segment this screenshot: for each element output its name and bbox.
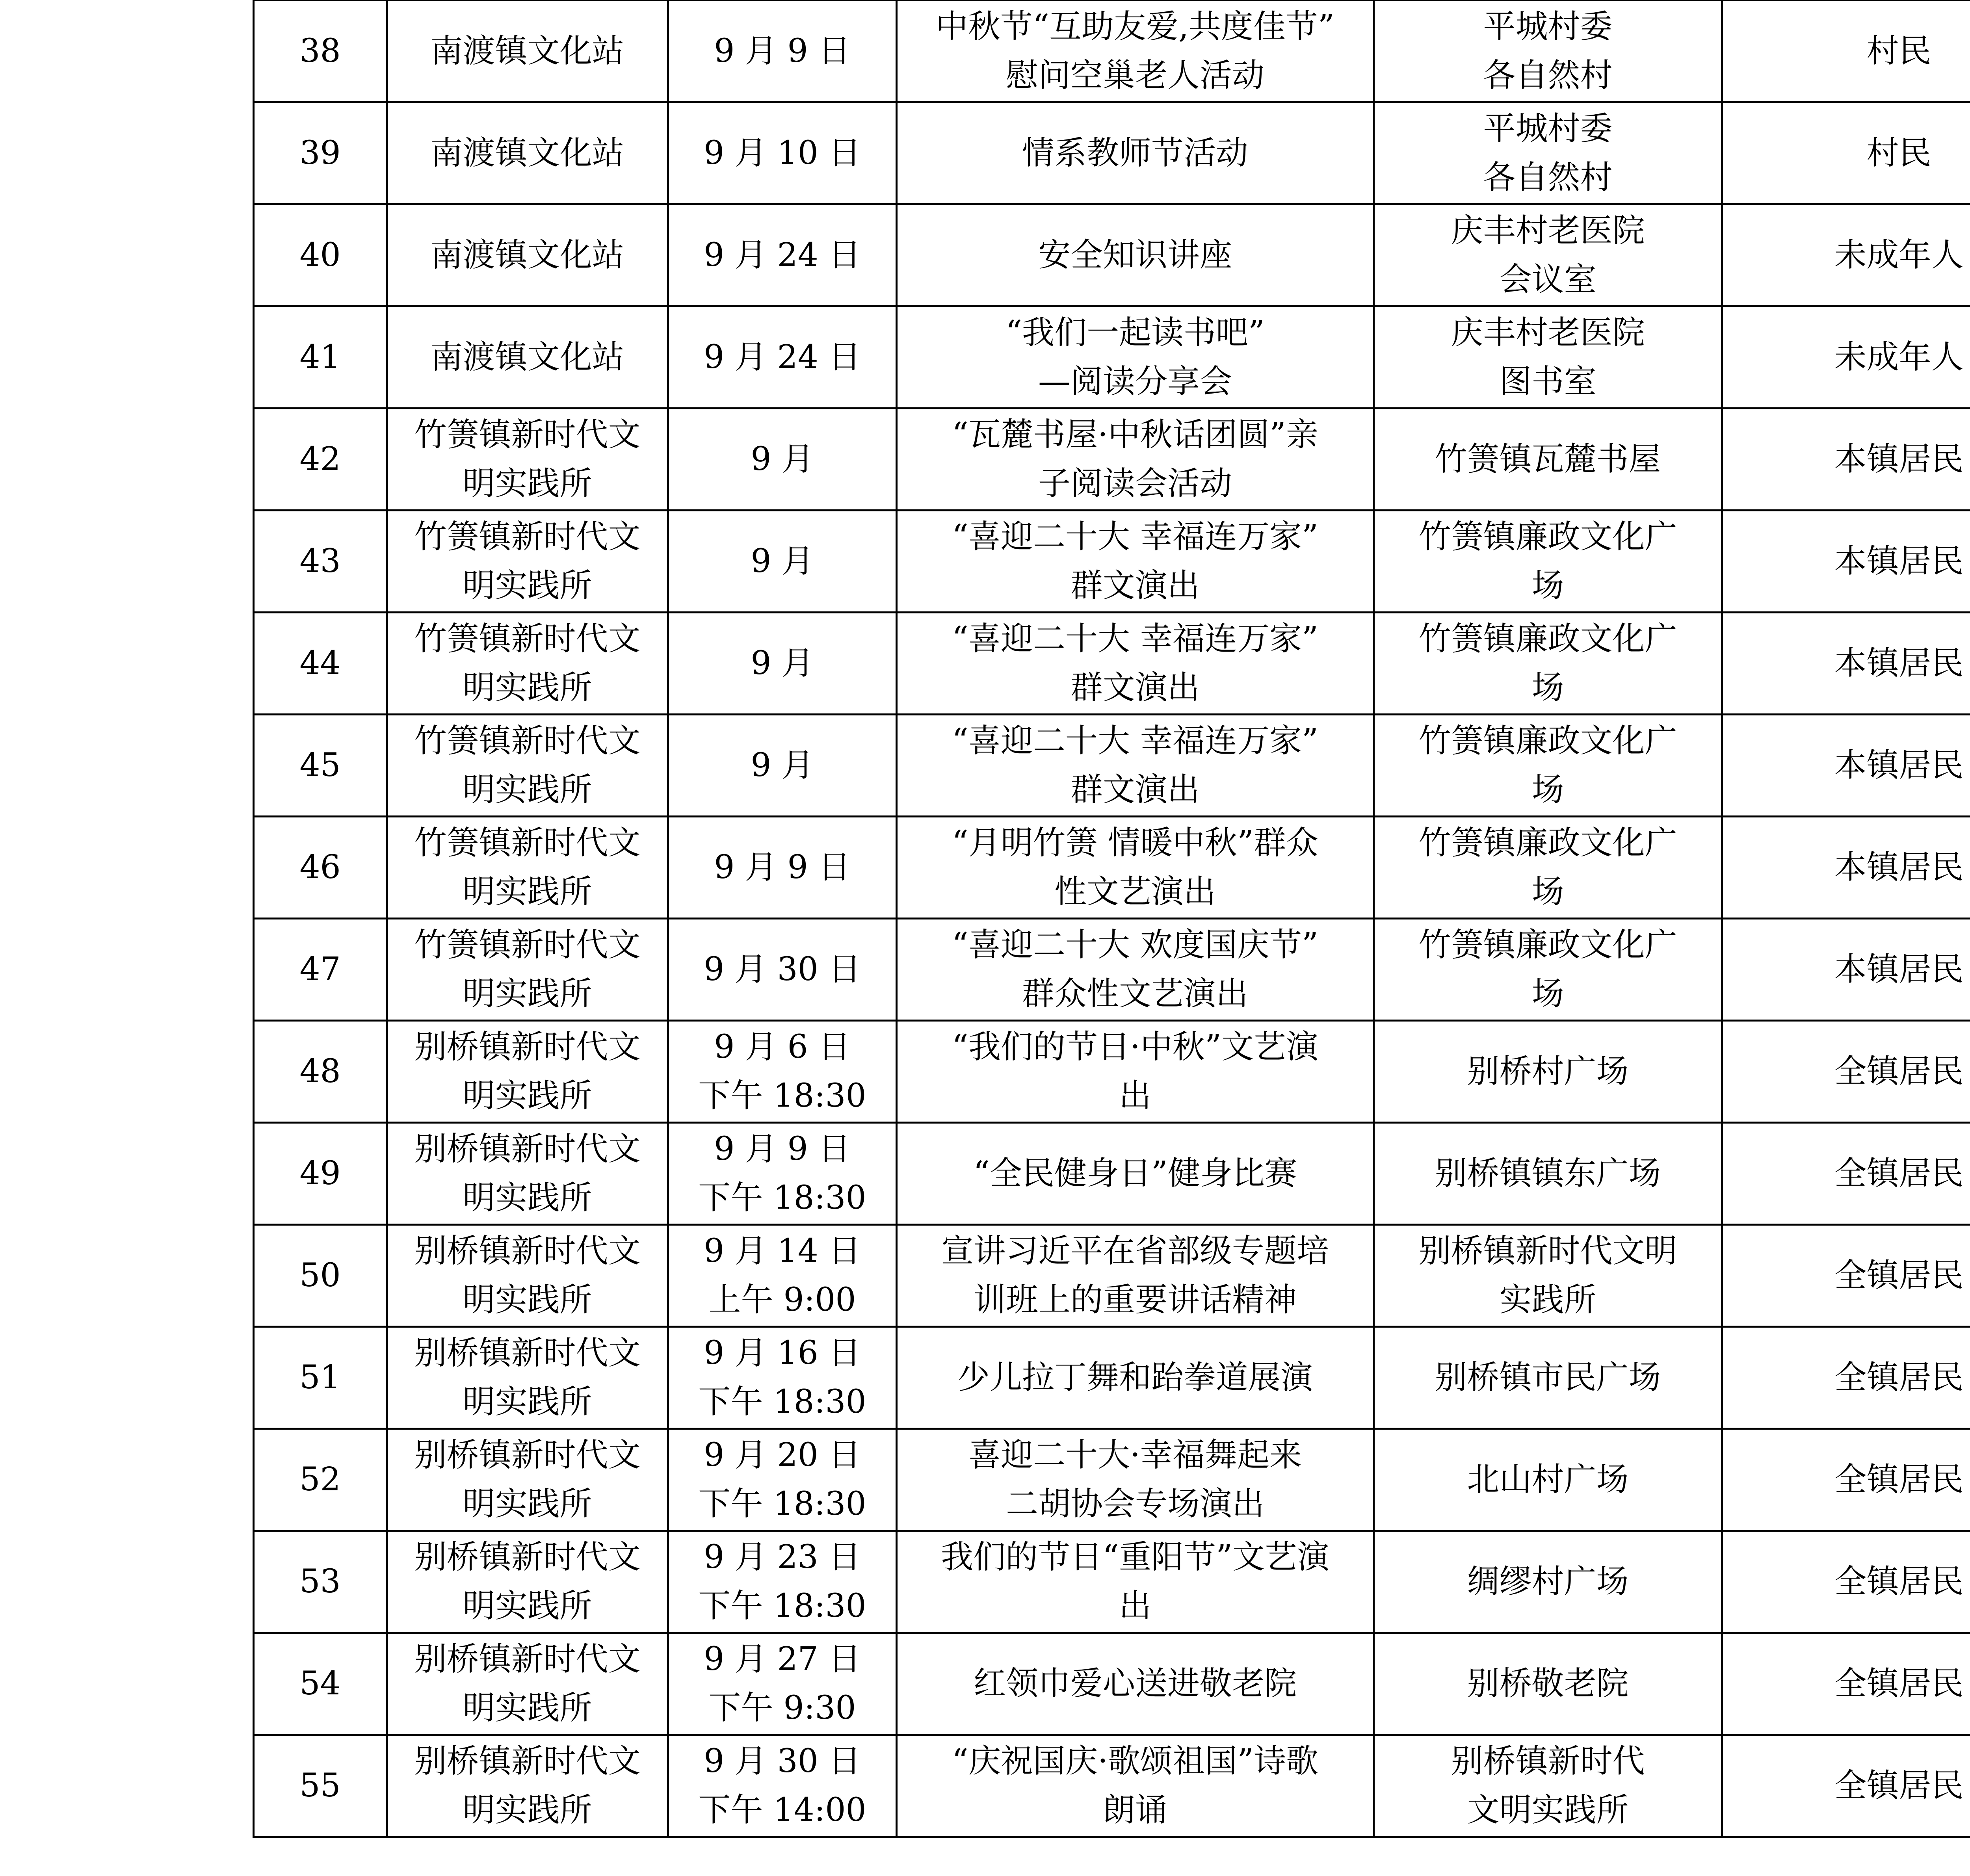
- cell-venue: [1374, 1123, 1722, 1225]
- cell-organizer-line: 明实践所: [463, 669, 592, 706]
- cell-activity: [897, 1225, 1374, 1327]
- cell-venue: [1374, 715, 1722, 817]
- cell-date-line: 9 月 30 日: [704, 1742, 861, 1780]
- cell-audience: 村民: [1722, 102, 1970, 204]
- cell-number: 47: [254, 919, 387, 1021]
- cell-activity: [897, 1633, 1374, 1735]
- cell-date: [668, 1, 897, 102]
- cell-venue-line: 竹箦镇廉政文化广: [1418, 518, 1677, 555]
- table-row: [254, 715, 1970, 817]
- cell-venue-line: 场: [1531, 771, 1564, 808]
- cell-venue-line: 别桥镇新时代: [1451, 1742, 1645, 1780]
- cell-organizer-line: 别桥镇新时代文: [414, 1130, 641, 1168]
- table-row: [254, 1123, 1970, 1225]
- table-row: [254, 102, 1970, 204]
- cell-venue-line: 北山村广场: [1467, 1461, 1629, 1498]
- table-row: [254, 306, 1970, 409]
- cell-venue-line: 场: [1531, 669, 1564, 706]
- cell-date-line: 下午 18:30: [698, 1077, 866, 1114]
- cell-organizer: [387, 1735, 668, 1837]
- cell-date: [668, 919, 897, 1021]
- cell-number: 46: [254, 817, 387, 919]
- cell-date-line: 下午 18:30: [698, 1383, 866, 1421]
- cell-activity: [897, 1735, 1374, 1837]
- cell-date: [668, 1225, 897, 1327]
- cell-organizer-line: 明实践所: [463, 1383, 592, 1421]
- cell-venue: [1374, 409, 1722, 511]
- cell-date: [668, 204, 897, 306]
- cell-activity-line: 宣讲习近平在省部级专题培: [941, 1232, 1329, 1270]
- cell-organizer-line: 明实践所: [463, 1281, 592, 1319]
- cell-number: 54: [254, 1633, 387, 1735]
- cell-venue-line: 场: [1531, 975, 1564, 1012]
- cell-venue-line: 庆丰村老医院: [1451, 212, 1645, 249]
- cell-organizer-line: 明实践所: [463, 1179, 592, 1217]
- cell-venue-line: 场: [1531, 567, 1564, 604]
- cell-organizer-line: 明实践所: [463, 771, 592, 808]
- cell-number: 55: [254, 1735, 387, 1837]
- cell-activity-line: 子阅读会活动: [1038, 465, 1232, 502]
- cell-activity-line: “月明竹箦 情暖中秋”群众: [952, 824, 1318, 862]
- cell-date: [668, 1123, 897, 1225]
- cell-date-line: 9 月: [751, 747, 814, 784]
- cell-audience: 全镇居民: [1722, 1633, 1970, 1735]
- cell-venue-line: 别桥镇镇东广场: [1435, 1155, 1661, 1192]
- cell-organizer: [387, 102, 668, 204]
- cell-venue: [1374, 817, 1722, 919]
- table-row: [254, 1735, 1970, 1837]
- cell-activity-line: 群众性文艺演出: [1022, 975, 1248, 1012]
- cell-date-line: 9 月 9 日: [714, 1130, 851, 1168]
- cell-audience: 未成年人: [1722, 204, 1970, 306]
- cell-date-line: 9 月 16 日: [704, 1334, 861, 1372]
- cell-activity: [897, 511, 1374, 613]
- cell-date-line: 9 月 24 日: [704, 338, 861, 376]
- cell-venue: [1374, 1225, 1722, 1327]
- table-row: [254, 409, 1970, 511]
- cell-date: [668, 1327, 897, 1429]
- table-row: [254, 1429, 1970, 1531]
- cell-venue-line: 别桥敬老院: [1467, 1665, 1629, 1702]
- cell-activity-line: “全民健身日”健身比赛: [973, 1155, 1297, 1192]
- cell-activity-line: 群文演出: [1070, 567, 1200, 604]
- cell-venue-line: 竹箦镇廉政文化广: [1418, 620, 1677, 658]
- cell-organizer: [387, 409, 668, 511]
- cell-date-line: 9 月 14 日: [704, 1232, 861, 1270]
- cell-date: [668, 1429, 897, 1531]
- cell-number: 41: [254, 306, 387, 409]
- cell-organizer-line: 明实践所: [463, 1791, 592, 1829]
- cell-venue-line: 别桥村广场: [1467, 1053, 1629, 1090]
- cell-venue-line: 别桥镇新时代文明: [1418, 1232, 1677, 1270]
- cell-activity: [897, 306, 1374, 409]
- cell-venue-line: 竹箦镇廉政文化广: [1418, 926, 1677, 964]
- cell-organizer-line: 南渡镇文化站: [430, 338, 624, 376]
- cell-venue: [1374, 1327, 1722, 1429]
- cell-venue-line: 平城村委: [1483, 8, 1613, 45]
- cell-activity-line: “喜迎二十大 欢度国庆节”: [952, 926, 1318, 964]
- cell-activity: [897, 715, 1374, 817]
- cell-activity: [897, 1531, 1374, 1633]
- cell-date: [668, 1735, 897, 1837]
- cell-organizer: [387, 1327, 668, 1429]
- cell-audience: 本镇居民: [1722, 613, 1970, 715]
- cell-venue-line: 文明实践所: [1467, 1791, 1629, 1829]
- cell-audience: 全镇居民: [1722, 1225, 1970, 1327]
- cell-audience: 全镇居民: [1722, 1123, 1970, 1225]
- cell-organizer-line: 明实践所: [463, 1077, 592, 1114]
- cell-organizer: [387, 1429, 668, 1531]
- cell-organizer-line: 别桥镇新时代文: [414, 1436, 641, 1474]
- cell-number: 51: [254, 1327, 387, 1429]
- table-row: [254, 511, 1970, 613]
- cell-activity: [897, 1327, 1374, 1429]
- activity-schedule-table: [253, 0, 1970, 1838]
- cell-date: [668, 1633, 897, 1735]
- cell-date: [668, 1531, 897, 1633]
- cell-date-line: 9 月: [751, 645, 814, 682]
- cell-date-line: 9 月 6 日: [714, 1028, 851, 1066]
- cell-activity-line: 红领巾爱心送进敬老院: [973, 1665, 1297, 1702]
- cell-organizer: [387, 1531, 668, 1633]
- cell-number: 38: [254, 1, 387, 102]
- cell-organizer-line: 明实践所: [463, 873, 592, 910]
- cell-activity-line: “瓦麓书屋·中秋话团圆”亲: [952, 416, 1318, 453]
- cell-audience: 全镇居民: [1722, 1327, 1970, 1429]
- cell-activity-line: 训班上的重要讲话精神: [973, 1281, 1297, 1319]
- cell-date: [668, 817, 897, 919]
- table-row: [254, 204, 1970, 306]
- cell-organizer: [387, 204, 668, 306]
- table-row: [254, 1, 1970, 102]
- cell-activity: [897, 1429, 1374, 1531]
- cell-activity-line: 群文演出: [1070, 669, 1200, 706]
- cell-venue: [1374, 1633, 1722, 1735]
- cell-venue-line: 绸缪村广场: [1467, 1563, 1629, 1600]
- cell-organizer-line: 竹箦镇新时代文: [414, 824, 641, 862]
- cell-organizer-line: 南渡镇文化站: [430, 134, 624, 172]
- table-row: [254, 1633, 1970, 1735]
- cell-organizer-line: 南渡镇文化站: [430, 236, 624, 274]
- table-row: [254, 817, 1970, 919]
- cell-venue-line: 庆丰村老医院: [1451, 314, 1645, 351]
- cell-date: [668, 306, 897, 409]
- cell-organizer: [387, 715, 668, 817]
- cell-activity-line: “我们一起读书吧”: [1005, 314, 1265, 351]
- cell-number: 40: [254, 204, 387, 306]
- cell-activity-line: “庆祝国庆·歌颂祖国”诗歌: [952, 1742, 1318, 1780]
- cell-activity-line: —阅读分享会: [1038, 363, 1232, 400]
- cell-activity: [897, 1123, 1374, 1225]
- cell-activity-line: 出: [1119, 1587, 1151, 1625]
- cell-activity: [897, 204, 1374, 306]
- cell-activity-line: 我们的节日“重阳节”文艺演: [941, 1538, 1329, 1576]
- cell-activity-line: “我们的节日·中秋”文艺演: [952, 1028, 1318, 1066]
- cell-activity-line: 群文演出: [1070, 771, 1200, 808]
- cell-organizer-line: 明实践所: [463, 465, 592, 502]
- cell-venue: [1374, 102, 1722, 204]
- cell-date-line: 9 月 10 日: [704, 134, 861, 172]
- cell-date: [668, 409, 897, 511]
- cell-organizer-line: 竹箦镇新时代文: [414, 926, 641, 964]
- table-row: [254, 919, 1970, 1021]
- cell-date-line: 9 月: [751, 542, 814, 580]
- cell-number: 39: [254, 102, 387, 204]
- cell-venue-line: 各自然村: [1483, 57, 1613, 94]
- cell-date-line: 下午 18:30: [698, 1587, 866, 1625]
- cell-activity: [897, 613, 1374, 715]
- cell-organizer-line: 竹箦镇新时代文: [414, 416, 641, 453]
- cell-activity-line: 性文艺演出: [1054, 873, 1216, 910]
- cell-date-line: 下午 18:30: [698, 1485, 866, 1523]
- cell-activity-line: 二胡协会专场演出: [1005, 1485, 1264, 1523]
- cell-date-line: 下午 18:30: [698, 1179, 866, 1217]
- cell-venue-line: 竹箦镇瓦麓书屋: [1435, 440, 1661, 478]
- cell-organizer: [387, 306, 668, 409]
- cell-venue-line: 会议室: [1499, 261, 1596, 298]
- cell-audience: 全镇居民: [1722, 1735, 1970, 1837]
- cell-number: 52: [254, 1429, 387, 1531]
- cell-activity-line: 出: [1119, 1077, 1151, 1114]
- cell-venue: [1374, 204, 1722, 306]
- cell-venue: [1374, 1021, 1722, 1123]
- cell-date: [668, 1021, 897, 1123]
- cell-venue: [1374, 306, 1722, 409]
- cell-activity-line: “喜迎二十大 幸福连万家”: [952, 722, 1318, 760]
- table-row: [254, 613, 1970, 715]
- table-body: [254, 1, 1970, 1837]
- cell-venue: [1374, 1735, 1722, 1837]
- cell-activity: [897, 1, 1374, 102]
- cell-audience: 本镇居民: [1722, 715, 1970, 817]
- cell-organizer-line: 别桥镇新时代文: [414, 1334, 641, 1372]
- cell-date-line: 9 月 24 日: [704, 236, 861, 274]
- cell-venue-line: 场: [1531, 873, 1564, 910]
- cell-organizer: [387, 1225, 668, 1327]
- cell-organizer: [387, 1633, 668, 1735]
- cell-organizer-line: 别桥镇新时代文: [414, 1538, 641, 1576]
- cell-venue-line: 别桥镇市民广场: [1435, 1359, 1661, 1396]
- cell-activity: [897, 1021, 1374, 1123]
- cell-organizer-line: 明实践所: [463, 567, 592, 604]
- cell-number: 45: [254, 715, 387, 817]
- cell-venue-line: 图书室: [1499, 363, 1596, 400]
- cell-venue: [1374, 1429, 1722, 1531]
- cell-activity-line: 朗诵: [1102, 1791, 1167, 1829]
- cell-audience: 未成年人: [1722, 306, 1970, 409]
- cell-activity-line: 慰问空巢老人活动: [1005, 57, 1264, 94]
- cell-activity: [897, 919, 1374, 1021]
- cell-activity: [897, 409, 1374, 511]
- cell-audience: 本镇居民: [1722, 409, 1970, 511]
- cell-organizer-line: 别桥镇新时代文: [414, 1742, 641, 1780]
- cell-organizer-line: 明实践所: [463, 975, 592, 1012]
- cell-organizer-line: 明实践所: [463, 1689, 592, 1727]
- cell-audience: 全镇居民: [1722, 1021, 1970, 1123]
- cell-number: 53: [254, 1531, 387, 1633]
- table-row: [254, 1225, 1970, 1327]
- cell-date-line: 9 月 9 日: [714, 32, 851, 70]
- document-page: [253, 0, 1970, 1838]
- cell-audience: 本镇居民: [1722, 919, 1970, 1021]
- cell-date-line: 9 月 20 日: [704, 1436, 861, 1474]
- cell-organizer: [387, 919, 668, 1021]
- cell-date: [668, 102, 897, 204]
- cell-organizer-line: 别桥镇新时代文: [414, 1640, 641, 1678]
- cell-activity-line: 情系教师节活动: [1022, 134, 1248, 172]
- cell-number: 44: [254, 613, 387, 715]
- cell-venue: [1374, 919, 1722, 1021]
- cell-audience: 村民: [1722, 1, 1970, 102]
- cell-organizer-line: 明实践所: [463, 1485, 592, 1523]
- cell-audience: 本镇居民: [1722, 817, 1970, 919]
- table-row: [254, 1327, 1970, 1429]
- cell-venue-line: 平城村委: [1483, 110, 1613, 147]
- cell-venue-line: 竹箦镇廉政文化广: [1418, 824, 1677, 862]
- cell-activity: [897, 102, 1374, 204]
- cell-number: 48: [254, 1021, 387, 1123]
- cell-organizer-line: 别桥镇新时代文: [414, 1028, 641, 1066]
- cell-number: 43: [254, 511, 387, 613]
- cell-venue: [1374, 511, 1722, 613]
- cell-date-line: 9 月 23 日: [704, 1538, 861, 1576]
- cell-date-line: 9 月 30 日: [704, 951, 861, 988]
- cell-organizer-line: 明实践所: [463, 1587, 592, 1625]
- cell-organizer: [387, 1123, 668, 1225]
- cell-organizer: [387, 511, 668, 613]
- cell-venue-line: 各自然村: [1483, 159, 1613, 196]
- cell-activity: [897, 817, 1374, 919]
- cell-date-line: 9 月 27 日: [704, 1640, 861, 1678]
- cell-organizer: [387, 817, 668, 919]
- cell-activity-line: “喜迎二十大 幸福连万家”: [952, 620, 1318, 658]
- cell-date-line: 9 月 9 日: [714, 849, 851, 886]
- cell-activity-line: “喜迎二十大 幸福连万家”: [952, 518, 1318, 555]
- cell-organizer: [387, 613, 668, 715]
- cell-date: [668, 511, 897, 613]
- cell-number: 42: [254, 409, 387, 511]
- cell-venue-line: 竹箦镇廉政文化广: [1418, 722, 1677, 760]
- table-row: [254, 1531, 1970, 1633]
- cell-date-line: 9 月: [751, 440, 814, 478]
- cell-audience: 全镇居民: [1722, 1531, 1970, 1633]
- cell-date: [668, 613, 897, 715]
- cell-venue: [1374, 1, 1722, 102]
- cell-venue: [1374, 613, 1722, 715]
- cell-organizer-line: 竹箦镇新时代文: [414, 722, 641, 760]
- cell-organizer: [387, 1, 668, 102]
- cell-activity-line: 喜迎二十大·幸福舞起来: [968, 1436, 1302, 1474]
- cell-organizer-line: 竹箦镇新时代文: [414, 620, 641, 658]
- cell-organizer-line: 南渡镇文化站: [430, 32, 624, 70]
- cell-date-line: 上午 9:00: [708, 1281, 856, 1319]
- cell-audience: 本镇居民: [1722, 511, 1970, 613]
- cell-activity-line: 少儿拉丁舞和跆拳道展演: [957, 1359, 1313, 1396]
- cell-organizer-line: 竹箦镇新时代文: [414, 518, 641, 555]
- cell-venue: [1374, 1531, 1722, 1633]
- cell-date-line: 下午 9:30: [708, 1689, 856, 1727]
- cell-venue-line: 实践所: [1499, 1281, 1596, 1319]
- cell-organizer-line: 别桥镇新时代文: [414, 1232, 641, 1270]
- cell-date: [668, 715, 897, 817]
- cell-date-line: 下午 14:00: [698, 1791, 866, 1829]
- table-row: [254, 1021, 1970, 1123]
- cell-number: 49: [254, 1123, 387, 1225]
- cell-activity-line: 安全知识讲座: [1038, 236, 1232, 274]
- cell-audience: 全镇居民: [1722, 1429, 1970, 1531]
- cell-organizer: [387, 1021, 668, 1123]
- cell-number: 50: [254, 1225, 387, 1327]
- cell-activity-line: 中秋节“互助友爱,共度佳节”: [936, 8, 1334, 45]
